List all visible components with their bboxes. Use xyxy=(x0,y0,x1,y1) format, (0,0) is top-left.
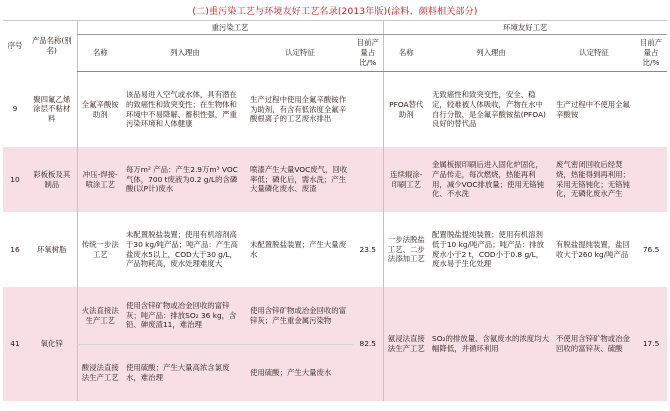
friendly-process-reason: SO₂的排放量、含氨废水的浓度均大幅降低，并循环利用 xyxy=(429,287,553,401)
table-title: (二)重污染工艺与环境友好工艺名录(2013年版)(涂料、颜料相关部分) xyxy=(192,7,478,17)
friendly-process-reason: 金属板振印刷后进入固化炉固化，产品传走，每次燃烧，热能再利用，减少VOC排放量；使用无铬钝化、不水洗 xyxy=(429,147,553,212)
heavy-process-reason: 该品易进入空气或水体，具有潜在的致癌性和致突变性；在生物体和环境中不易降解、蓄积性强，严重污染环境和人体健康 xyxy=(126,89,237,129)
heavy-process-name: 酸浸法直接法生产工艺 xyxy=(77,345,123,402)
table-row xyxy=(3,72,667,148)
heavy-process-reason: 每万m² 产品：产生2.9万m³ VOC气体，700 t废液为0.2 g/L的含磷酸(以P计)废水 xyxy=(123,147,247,212)
col-product-header: 产品名称(别名) xyxy=(27,21,77,72)
row-product: 聚四氟乙烯涂层不粘材料 xyxy=(33,94,71,124)
friendly-reason-header: 列入理由 xyxy=(429,35,553,72)
friendly-process-name: 氨浸法直接法生产工艺 xyxy=(383,287,429,401)
table-row xyxy=(3,147,667,212)
heavy-process-reason: 使用含锌矿物或冶金回收的富锌灰；吨产品：排放SO₂ 36 kg，含铅、砷废渣11，难治理 xyxy=(123,287,247,345)
heavy-process-feature: 喷漆产生大量VOC废气，回收率低；磷化后，需水洗；产生大量磷化废水、废渣 xyxy=(247,147,353,212)
friendly-process-name: 连续辊涂-印刷工艺 xyxy=(383,147,429,212)
row-seq: 16 xyxy=(10,244,20,254)
heavy-process-reason: 使用硫酸；产生大量高浓含氯废水，难治理 xyxy=(123,345,247,402)
row-product: 氧化锌 xyxy=(27,287,77,401)
friendly-share-header: 目前产量占比/% xyxy=(635,35,667,72)
heavy-name-header: 名称 xyxy=(77,35,123,72)
heavy-process-feature: 未配置脱盐装置；产生大量废水 xyxy=(250,239,347,259)
friendly-process-share xyxy=(635,72,667,148)
heavy-process-feature: 使用硫酸；产生大量废水 xyxy=(247,345,353,402)
table-row xyxy=(3,212,667,287)
friendly-process-feature: 废气密闭回收后经焚烧，热能得到再利用；采用无铬钝化；无铬钝化，无磷化废水产生 xyxy=(553,147,635,212)
heavy-process-feature: 使用含锌矿物或冶金回收的富锌灰；产生重金属污染物 xyxy=(247,287,353,345)
friendly-name-header: 名称 xyxy=(383,35,429,72)
row-seq: 41 xyxy=(3,287,27,401)
friendly-process-share xyxy=(635,147,667,212)
friendly-process-name: PFOA替代助剂 xyxy=(383,72,429,148)
heavy-process-name: 火法直接法生产工艺 xyxy=(77,287,123,345)
row-product: 环氧树脂 xyxy=(36,244,67,254)
heavy-share-header: 目前产量占比/% xyxy=(353,35,383,72)
row-seq: 10 xyxy=(3,147,27,212)
friendly-process-reason: 无致癌性和致突变性，安全、稳定，较难被人体吸收，产物在水中自行分散，是全氟辛酸铵盐(PFOA)良好的替代品 xyxy=(432,89,546,129)
pollution-process-table xyxy=(3,20,667,401)
friendly-process-reason: 配置脱盐提纯装置；使用有机溶剂低于10 kg/吨产品；吨产品：排放废水小于2 t，COD小于0.8 g/L，废水易于生化处理 xyxy=(432,229,544,269)
friendly-process-share: 17.5 xyxy=(635,287,667,401)
friendly-process-name: 一步法脱盐工艺、二步法添加工艺 xyxy=(383,212,429,287)
friendly-feature-header: 认定特征 xyxy=(553,35,635,72)
heavy-process-group-header: 重污染工艺 xyxy=(77,21,383,35)
friendly-process-share: 76.5 xyxy=(642,244,660,254)
heavy-process-share xyxy=(353,72,383,148)
friendly-process-feature: 不使用含锌矿物或冶金回收的富锌灰、硫酸 xyxy=(553,287,635,401)
friendly-process-feature: 有脱盐提纯装置，盐回收大于260 kg/吨产品 xyxy=(556,239,630,259)
heavy-process-name: 全氟辛酸铵助剂 xyxy=(77,72,123,148)
row-product: 彩板板及其制品 xyxy=(27,147,77,212)
heavy-reason-header: 列入理由 xyxy=(123,35,247,72)
col-seq-header: 序号 xyxy=(3,21,27,72)
heavy-process-share xyxy=(353,147,383,212)
heavy-process-share: 23.5 xyxy=(359,244,376,254)
friendly-process-feature: 生产过程中不使用全氟辛酸铵 xyxy=(556,99,630,119)
heavy-process-name: 传统一步法工艺 xyxy=(77,212,123,287)
heavy-process-name: 冲压-焊接-喷涂工艺 xyxy=(77,147,123,212)
heavy-process-share: 82.5 xyxy=(353,287,383,401)
heavy-process-feature: 生产过程中使用全氟辛酸铵作为助剂，有含有低浓度全氟辛酸根离子的工艺废水排出 xyxy=(250,94,347,124)
heavy-process-reason: 未配置脱盐装置；使用有机溶剂高于30 kg/吨产品；吨产品：产生高盐废水5以上，COD大于30 g/L，产品物耗高，废水处理难度大 xyxy=(126,229,238,269)
table-row xyxy=(3,287,667,345)
row-seq: 9 xyxy=(12,104,18,114)
heavy-feature-header: 认定特征 xyxy=(247,35,353,72)
friendly-process-group-header: 环境友好工艺 xyxy=(383,21,667,35)
